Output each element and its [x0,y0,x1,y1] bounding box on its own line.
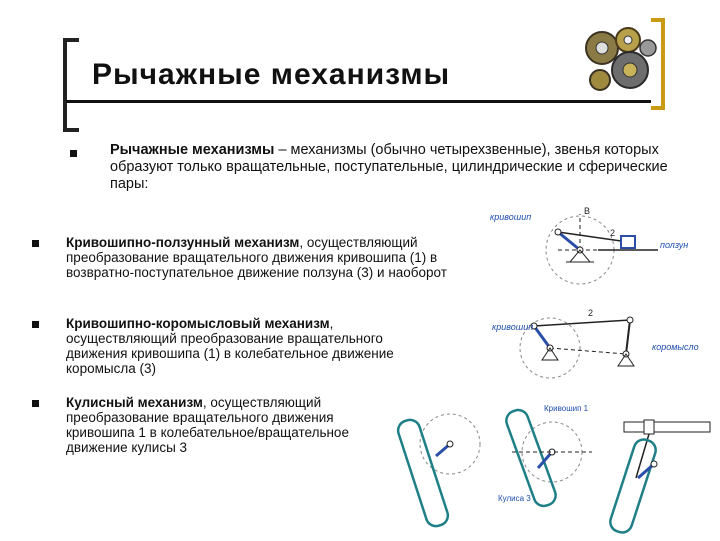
item-bullet-1 [32,240,39,247]
slider-crank-crank-label: кривошип [490,212,532,222]
item-slotted [66,395,366,455]
title-bracket-left [63,38,79,132]
item-crank-rocker-text: , осуществляющий преобразование вращательного движения кривошипа (1) в колебательное движение коромысла (3) [66,316,394,376]
svg-text:2: 2 [588,308,594,318]
crank-rocker-rocker-label: коромысло [652,342,699,352]
item-slider-crank [66,235,466,280]
intro-bullet [70,150,77,157]
item-slotted-text: , осуществляющий преобразование вращательного движения кривошипа 1 в колебательное/вращательное движение кулисы 3 [66,395,349,455]
item-bullet-2 [32,321,39,328]
crank-rocker-crank-label: кривошип [492,322,534,332]
slider-crank-slider-label: ползун [660,240,689,250]
item-slider-crank-term: Кривошипно-ползунный механизм [66,235,300,250]
title-underline [66,100,651,103]
intro-term: Рычажные механизмы [110,142,275,158]
intro-paragraph [110,142,670,193]
item-bullet-3 [32,400,39,407]
gears-image [580,18,658,100]
item-crank-rocker [66,316,446,376]
slotted-diagram [392,398,712,536]
svg-text:2: 2 [610,228,616,238]
slider-crank-diagram [488,200,718,296]
slotted-crank-label: Кривошип 1 [544,404,589,413]
item-slotted-term: Кулисный механизм [66,395,203,410]
svg-text:B: B [584,206,591,216]
crank-rocker-diagram [488,308,720,394]
slotted-slot-label: Кулиса 3 [498,494,531,503]
slotted-drawing [392,398,712,536]
page-title: Рычажные механизмы [92,58,451,91]
intro-text: – механизмы (обычно четырехзвенные), звенья которых образуют только вращательные, поступательные, цилиндрические и сферические пары: [110,142,668,192]
item-crank-rocker-term: Кривошипно-коромысловый механизм [66,316,330,331]
item-slider-crank-text: , осуществляющий преобразование вращательного движения кривошипа (1) в возвратно-поступательное движение ползуна (3) и наоборот [66,235,447,280]
